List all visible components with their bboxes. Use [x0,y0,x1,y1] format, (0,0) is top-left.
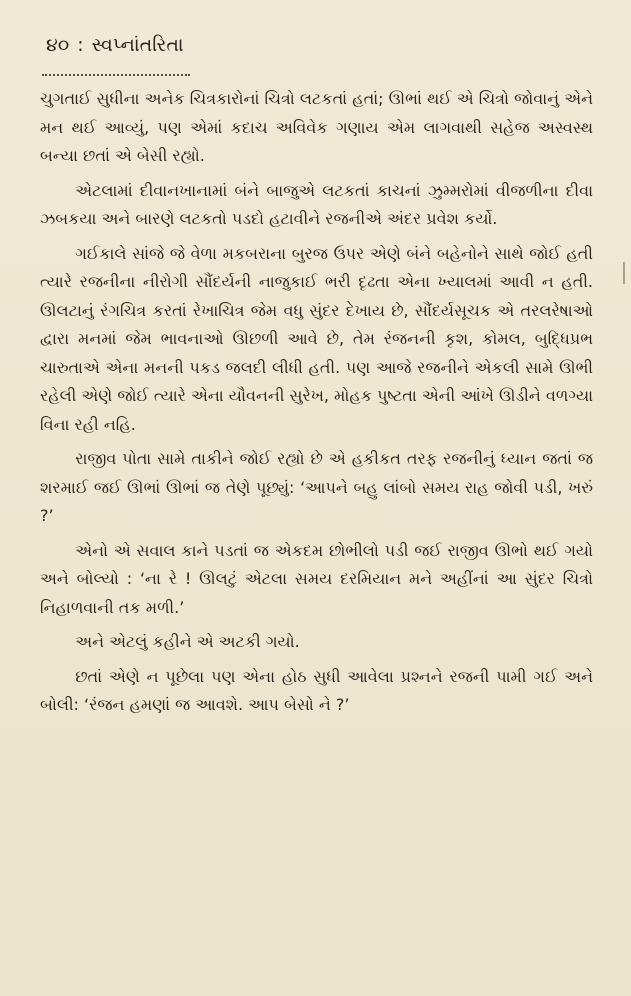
header-rule [42,70,190,76]
running-title: સ્વપ્નાંતરિતા [91,34,184,56]
header-separator: : [77,34,84,56]
body-text [40,85,593,720]
paragraph-4: રાજીવ પોતા સામે તાકીને જોઈ રહ્યો છે એ હકીકત તરફ રજનીનું ધ્યાન જતાં જ શરમાઈ જઈ ઊભાં ઊભાં જ તેણે પૂછ્યું: ‘આપને બહુ લાંબો સમય રાહ જોવી પડી, ખરું ?’ [40,449,593,525]
paragraph-3: ગઈકાલે સાંજે જે વેળા મકબરાના બુરજ ઉપર એણે બંને બહેનોને સાથે જોઈ હતી ત્યારે રજનીના નીરોગી સૌંદર્યની નાજુકાઈ ભરી દૃઢતા એના ખ્યાલમાં આવી ન હતી. ઊલટાનું રંગચિત્ર કરતાં રેખાચિત્ર જેમ વધુ સુંદર દેખાય છે, સૌંદર્યસૂચક એ તરલરેષાઓ દ્વારા મનમાં જેમ ભાવનાઓ ઊછળી આવે છે, તેમ રંજનની કૃશ, કોમલ, બુદ્ધિપ્રભ ચારુતાએ એના મનની પકડ જલદી લીધી હતી. પણ આજે રજનીને એકલી સામે ઊભી રહેલી એણે જોઈ ત્યારે એના યૌવનની સુરેખ, મોહક પુષ્ટતા એની આંખે ઊડીને વળગ્યા વિના રહી નહિ. [40,243,593,434]
paragraph-7: છતાં એણે ન પૂછેલા પણ એના હોઠ સુધી આવેલા પ્રશ્નને રજની પામી ગઈ અને બોલી: ‘રંજન હમણાં જ આવશે. આપ બેસો ને ?’ [40,666,593,714]
paragraph-5: એનો એ સવાલ કાને પડતાં જ એકદમ છોભીલો પડી જઈ રાજીવ ઊભો થઈ ગયો અને બોલ્યો : ‘ના રે ! ઊલટું એટલા સમય દરમિયાન મને અહીંનાં આ સુંદર ચિત્રો નિહાળવાની તક મળી.’ [40,540,593,617]
paragraph-6: અને એટલું કહીને એ અટકી ગયો. [75,632,300,651]
paragraph-1: ચુગતાઈ સુધીના અનેક ચિત્રકારોનાં ચિત્રો લટકતાં હતાં; ઊભાં થઈ એ ચિત્રો જોવાનું એને મન થઈ આવ્યું, પણ એમાં કદાચ અવિવેક ગણાય એમ લાગવાથી સહેજ અસ્વસ્થ બન્યા છતાં એ બેસી રહ્યો. [40,89,593,165]
page-header [46,36,593,55]
margin-mark [623,262,625,284]
page-number: ૪૦ [46,34,70,56]
paragraph-2: એટલામાં દીવાનખાનામાં બંને બાજુએ લટકતાં કાચનાં ઝુમ્મરોમાં વીજળીના દીવા ઝબકયા અને બારણે લટકતો પડદો હટાવીને રજનીએ અંદર પ્રવેશ કર્યો. [40,180,593,228]
